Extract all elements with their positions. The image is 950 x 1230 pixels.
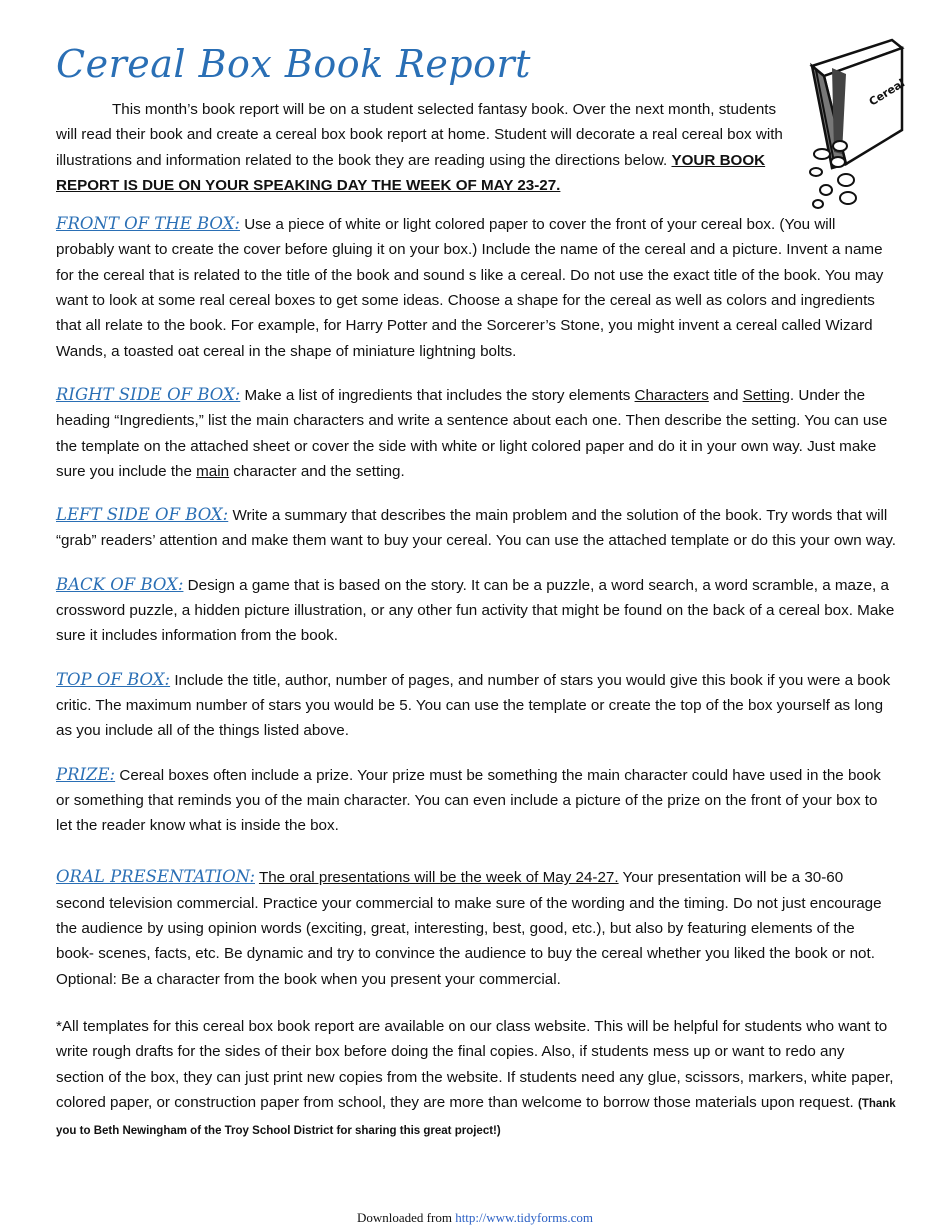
right-main: main [196, 462, 230, 480]
templates-note [56, 1014, 896, 1144]
page-title: Cereal Box Book Report [56, 42, 531, 86]
back-heading: BACK OF BOX: [56, 574, 184, 594]
right-text-3: . Under the heading “Ingredients,” list the main characters and write a sentence about each one. Then describe the setting. You can use the template on the attached sheet or cover the side with white or light colored paper and do it in your own way. Just make sure you include the [56, 386, 888, 480]
cereal-box-label: Cereal [866, 76, 908, 109]
right-characters: Characters [634, 386, 709, 404]
oral-heading: ORAL PRESENTATION: [56, 867, 255, 887]
section-top [56, 667, 896, 744]
section-back [56, 572, 896, 649]
templates-text: *All templates for this cereal box book report are available on our class website. This will be helpful for students who want to write rough drafts for the sides of their box before doing the final copies. Also, if students mess up or want to redo any section of the box, they can just print new copies from the website. If students need any glue, scissors, markers, white paper, colored paper, or construction paper from school, they are more than welcome to borrow those materials upon request. [56, 1017, 894, 1111]
download-footer [0, 1210, 950, 1226]
section-front [56, 211, 896, 364]
prize-text: Cereal boxes often include a prize. Your prize must be something the main character could have used in the book or something that reminds you of the main character. You can even include a picture of the prize on the front of your box to let the reader know what is inside the box. [56, 766, 881, 835]
oral-dates: The oral presentations will be the week of May 24-27. [258, 869, 619, 887]
report-instructions [56, 97, 896, 1162]
due-date-notice: YOUR BOOK REPORT IS DUE ON YOUR SPEAKING DAY THE WEEK OF MAY 23-27. [56, 151, 766, 194]
section-left-side [56, 502, 896, 554]
front-text: Use a piece of white or light colored paper to cover the front of your cereal box. (You will probably want to create the cover before gluing it on your box.) Include the name of the cereal and a picture. Invent a name for the cereal that is related to the title of the book and sound s like a cereal. Do not use the exact title of the book. You may want to look at some real cereal boxes to get some ideas. Choose a shape for the cereal as well as colors and ingredients that all relate to the book. For example, for Harry Potter and the Sorcerer’s Stone, you might invent a cereal called Wizard Wands, a toasted oat cereal in the shape of miniature lightning bolts. [56, 216, 884, 360]
back-text: Design a game that is based on the story. It can be a puzzle, a word search, a word scramble, a maze, a crossword puzzle, a hidden picture illustration, or any other fun activity that might be found on the back of a cereal box. Make sure it includes information from the book. [56, 576, 895, 645]
right-heading: RIGHT SIDE OF BOX: [56, 384, 241, 404]
tidyforms-link[interactable]: http://www.tidyforms.com [455, 1210, 594, 1225]
section-prize [56, 762, 896, 839]
intro-text: This month’s book report will be on a student selected fantasy book. Over the next month, students will read their book and create a cereal box book report at home. Student will decorate a real cereal box with illustrations and information related to the book they are reading using the directions below. [56, 101, 783, 169]
right-text-1: Make a list of ingredients that includes the story elements [244, 386, 635, 404]
oral-text: Your presentation will be a 30-60 second television commercial. Practice your commercial to make sure of the wording and the timing. Do not just encourage the audience by using opinion words (exciting, great, interesting, best, good, etc.), but also by featuring elements of the book- scenes, facts, etc. Be dynamic and try to convince the audience to buy the cereal whether you liked the book or not. Optional: Be a character from the book when you present your commercial. [56, 869, 882, 988]
prize-heading: PRIZE: [56, 764, 116, 784]
section-oral-presentation [56, 864, 896, 991]
thanks-note: (Thank you to Beth Newingham of the Troy School District for sharing this great project!) [56, 1097, 896, 1138]
section-right-side [56, 382, 896, 484]
front-heading: FRONT OF THE BOX: [56, 214, 240, 234]
top-heading: TOP OF BOX: [56, 669, 171, 689]
left-heading: LEFT SIDE OF BOX: [56, 505, 229, 525]
right-text-2: and [708, 386, 743, 404]
left-text: Write a summary that describes the main problem and the solution of the book. Try words that will “grab” readers’ attention and make them want to buy your cereal. You can use the attached template or do this your own way. [56, 507, 897, 550]
footer-prefix: Downloaded from [356, 1210, 456, 1225]
top-text: Include the title, author, number of pages, and number of stars you would give this book if you were a book critic. The maximum number of stars you would be 5. You can use the template or create the top of the box yourself as long as you include all of the things listed above. [56, 671, 891, 740]
right-text-4: character and the setting. [229, 462, 405, 480]
intro-paragraph [56, 97, 791, 198]
right-setting: Setting [742, 386, 790, 404]
